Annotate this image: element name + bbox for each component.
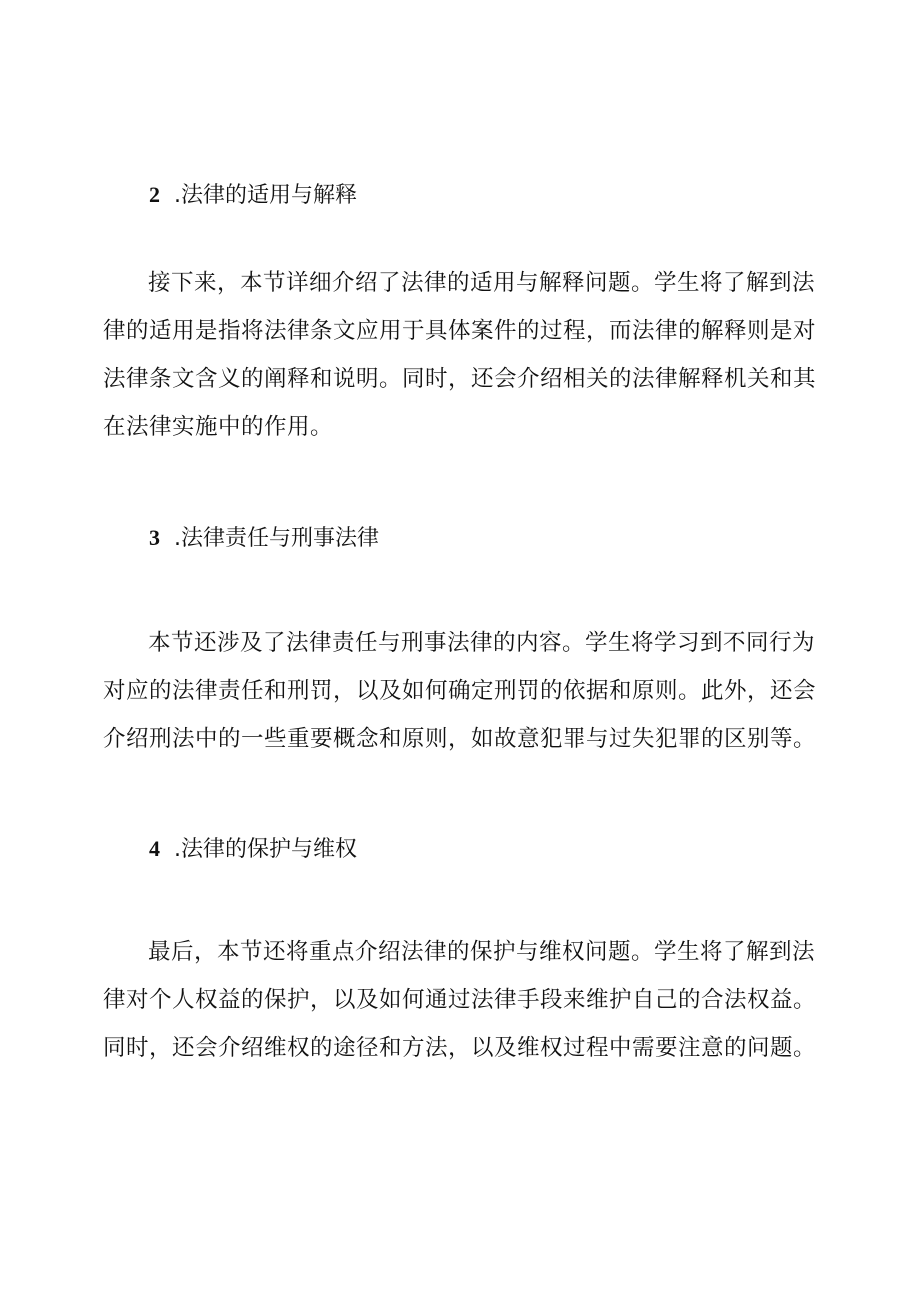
section-body-text: 本节还涉及了法律责任与刑事法律的内容。学生将学习到不同行为对应的法律责任和刑罚，以及如何确定刑罚的依据和原则。此外，还会介绍刑法中的一些重要概念和原则，如故意犯罪与过失犯罪的区别等。: [103, 630, 817, 752]
section-body-text: 最后，本节还将重点介绍法律的保护与维权问题。学生将了解到法律对个人权益的保护，以及如何通过法律手段来维护自己的合法权益。同时，还会介绍维权的途径和方法，以及维权过程中需要注意的问题。: [103, 939, 817, 1061]
section-heading-2: [149, 180, 357, 211]
section-title: .法律的保护与维权: [174, 837, 357, 862]
section-title: .法律的适用与解释: [174, 183, 357, 208]
section-number: 3: [149, 525, 160, 550]
section-body-2: [103, 259, 823, 451]
section-body-4: [103, 928, 823, 1072]
section-number: 2: [149, 182, 160, 207]
section-body-3: [103, 619, 823, 763]
section-heading-3: [149, 523, 379, 554]
section-number: 4: [149, 836, 160, 861]
section-title: .法律责任与刑事法律: [174, 526, 379, 551]
section-heading-4: [149, 834, 357, 865]
section-body-text: 接下来，本节详细介绍了法律的适用与解释问题。学生将了解到法律的适用是指将法律条文应用于具体案件的过程，而法律的解释则是对法律条文含义的阐释和说明。同时，还会介绍相关的法律解释机关和其在法律实施中的作用。: [103, 270, 817, 440]
